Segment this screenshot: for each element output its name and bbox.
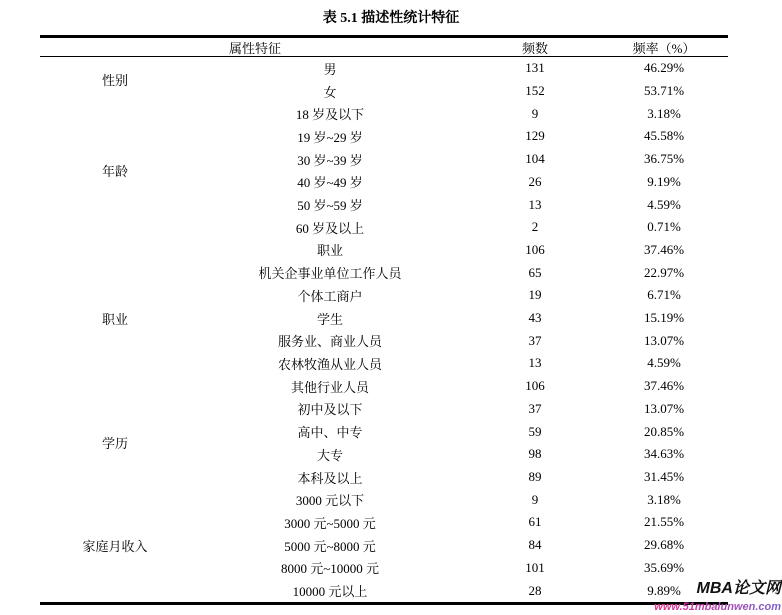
row-frequency: 9 — [531, 105, 539, 121]
row-frequency: 13 — [528, 355, 542, 371]
row-label: 本科及以上 — [297, 470, 363, 486]
row-percentage: 45.58% — [643, 128, 685, 144]
row-percentage: 36.75% — [643, 151, 685, 167]
row-label: 初中及以下 — [297, 402, 363, 418]
row-label: 50 岁~59 岁 — [297, 198, 363, 214]
row-frequency: 131 — [525, 60, 545, 76]
row-label: 服务业、商业人员 — [277, 334, 382, 350]
row-frequency: 13 — [528, 196, 542, 212]
row-label: 高中、中专 — [297, 425, 363, 441]
row-frequency: 59 — [528, 423, 542, 439]
row-frequency: 106 — [525, 241, 545, 257]
row-frequency: 152 — [525, 83, 545, 99]
row-label: 个体工商户 — [297, 288, 363, 304]
row-percentage: 9.19% — [647, 173, 681, 189]
row-percentage: 37.46% — [643, 241, 685, 257]
row-frequency: 104 — [525, 151, 545, 167]
row-frequency: 106 — [525, 378, 545, 394]
group-label: 性别 — [101, 73, 128, 89]
row-label: 40 岁~49 岁 — [297, 175, 363, 191]
row-frequency: 28 — [528, 582, 542, 598]
header-frequency: 频数 — [521, 40, 548, 56]
row-label: 农林牧渔从业人员 — [277, 356, 382, 372]
row-label: 3000 元~5000 元 — [284, 515, 376, 531]
group-label: 家庭月收入 — [82, 538, 148, 554]
row-label: 5000 元~8000 元 — [284, 538, 376, 554]
row-label: 60 岁及以上 — [295, 220, 365, 236]
row-frequency: 61 — [528, 514, 542, 530]
row-frequency: 9 — [531, 491, 539, 507]
row-percentage: 3.18% — [647, 491, 681, 507]
row-label: 3000 元以下 — [295, 493, 365, 509]
row-percentage: 15.19% — [643, 310, 685, 326]
row-percentage: 29.68% — [643, 537, 685, 553]
row-percentage: 3.18% — [647, 105, 681, 121]
table-title: 表 5.1 描述性统计特征 — [322, 11, 460, 26]
row-percentage: 53.71% — [643, 83, 685, 99]
row-frequency: 84 — [528, 537, 542, 553]
row-percentage: 4.59% — [647, 355, 681, 371]
statistics-table — [40, 35, 728, 605]
row-percentage: 6.71% — [647, 287, 681, 303]
watermark — [654, 581, 781, 615]
row-frequency: 26 — [528, 173, 542, 189]
row-percentage: 9.89% — [647, 582, 681, 598]
header-percentage: 频率（%） — [632, 40, 696, 56]
row-percentage: 35.69% — [643, 559, 685, 575]
row-label: 30 岁~39 岁 — [297, 152, 363, 168]
row-percentage: 37.46% — [643, 378, 685, 394]
row-frequency: 129 — [525, 128, 545, 144]
row-frequency: 101 — [525, 559, 545, 575]
row-frequency: 98 — [528, 446, 542, 462]
row-percentage: 20.85% — [643, 423, 685, 439]
row-percentage: 34.63% — [643, 446, 685, 462]
table-body — [40, 57, 728, 602]
row-label: 18 岁及以下 — [295, 107, 365, 123]
row-label: 男 — [323, 61, 337, 77]
row-label: 机关企事业单位工作人员 — [258, 266, 402, 282]
row-label: 8000 元~10000 元 — [280, 561, 380, 577]
row-frequency: 19 — [528, 287, 542, 303]
group-label: 职业 — [101, 311, 128, 327]
row-frequency: 37 — [528, 400, 542, 416]
row-percentage: 31.45% — [643, 469, 685, 484]
row-percentage: 21.55% — [643, 514, 685, 530]
row-percentage: 0.71% — [647, 219, 681, 235]
row-frequency: 37 — [528, 332, 542, 348]
watermark-site-name: MBA论文网 — [696, 580, 781, 598]
row-frequency: 89 — [528, 469, 542, 484]
row-label: 学生 — [316, 311, 343, 327]
row-frequency: 43 — [528, 310, 542, 326]
row-label: 职业 — [316, 243, 343, 259]
row-label: 其他行业人员 — [290, 379, 369, 395]
row-percentage: 4.59% — [647, 196, 681, 212]
row-percentage: 46.29% — [643, 60, 685, 76]
row-label: 大专 — [316, 447, 343, 463]
table-header-row — [40, 38, 728, 57]
row-label: 19 岁~29 岁 — [297, 129, 363, 145]
row-label: 10000 元以上 — [292, 584, 368, 600]
group-label: 学历 — [101, 436, 128, 452]
watermark-site-url: www.51mbalunwen.com — [654, 601, 781, 614]
header-attribute: 属性特征 — [228, 40, 281, 56]
row-percentage: 13.07% — [643, 400, 685, 416]
row-label: 女 — [323, 84, 337, 100]
row-percentage: 22.97% — [643, 264, 685, 280]
row-frequency: 2 — [531, 219, 539, 235]
row-frequency: 65 — [528, 264, 542, 280]
row-percentage: 13.07% — [643, 332, 685, 348]
group-label: 年龄 — [101, 164, 128, 180]
